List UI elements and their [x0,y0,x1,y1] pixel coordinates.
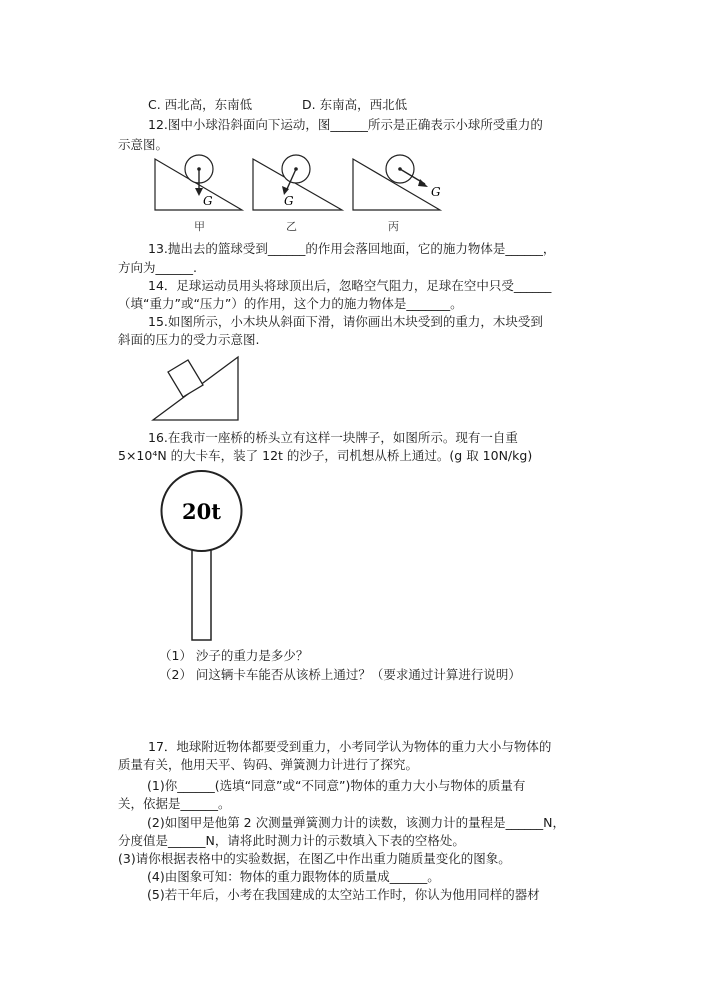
g-label: G [203,194,213,208]
q17-sub3: (3)请你根据表格中的实验数据，在图乙中作出重力随质量变化的图象。 [118,851,511,866]
q16-sub1: （1） 沙子的重力是多少？ [159,648,309,663]
q16-text-line1: 16.在我市一座桥的桥头立有这样一块牌子，如图所示。现有一自重 [148,430,518,445]
weight-limit-sign [158,463,248,643]
q17-text-line2: 质量有关，他用天平、钩码、弹簧测力计进行了探究。 [118,757,419,772]
q12-incline-figures [150,152,450,214]
sign-text: 20t [182,499,221,524]
q17-sub4: (4)由图象可知：物体的重力跟物体的质量成______。 [147,869,440,884]
q11-option-c: C. 西北高，东南低 [148,97,253,112]
q12-text-line2: 示意图。 [118,137,169,152]
figure-yi [253,155,342,210]
figure-jia [155,155,242,210]
q15-incline-block-figure [150,352,245,424]
caption-bing: 丙 [388,220,399,233]
q17-sub5: (5)若干年后，小考在我国建成的太空站工作时，你认为他用同样的器材 [147,887,540,902]
q17-sub1-line2: 关，依据是______。 [118,796,231,811]
q17-sub2-line1: (2)如图甲是他第 2 次测量弹簧测力计的读数，该测力计的量程是______N， [147,815,565,830]
g-label: G [431,185,441,199]
q11-option-d: D. 东南高，西北低 [302,97,408,112]
q17-text-line1: 17．地球附近物体都要受到重力，小考同学认为物体的重力大小与物体的 [148,739,552,754]
figure-bing [353,155,441,210]
caption-jia: 甲 [194,220,205,233]
q14-text-line1: 14．足球运动员用头将球顶出后，忽略空气阻力，足球在空中只受______ [148,278,552,293]
q17-sub2-line2: 分度值是______N，请将此时测力计的示数填入下表的空格处。 [118,833,465,848]
q16-text-line2: 5×10⁴N 的大卡车，装了 12t 的沙子，司机想从桥上通过。(g 取 10N/kg) [118,448,533,463]
q17-sub1-line1: (1)你______(选填“同意”或“不同意”)物体的重力大小与物体的质量有 [147,778,526,793]
q12-text-line1: 12.图中小球沿斜面向下运动，图______所示是正确表示小球所受重力的 [148,117,543,132]
q15-text-line2: 斜面的压力的受力示意图. [118,332,260,347]
q14-text-line2: （填“重力”或“压力”）的作用，这个力的施力物体是_______。 [118,296,463,311]
q16-sub2: （2） 问这辆卡车能否从该桥上通过？（要求通过计算进行说明） [159,667,521,682]
q13-text-line1: 13.抛出去的篮球受到______的作用会落回地面，它的施力物体是______， [148,241,556,256]
q15-text-line1: 15.如图所示，小木块从斜面下滑，请你画出木块受到的重力，木块受到 [148,314,543,329]
q13-text-line2: 方向为______. [118,260,197,275]
g-label: G [284,194,294,208]
caption-yi: 乙 [286,220,297,233]
